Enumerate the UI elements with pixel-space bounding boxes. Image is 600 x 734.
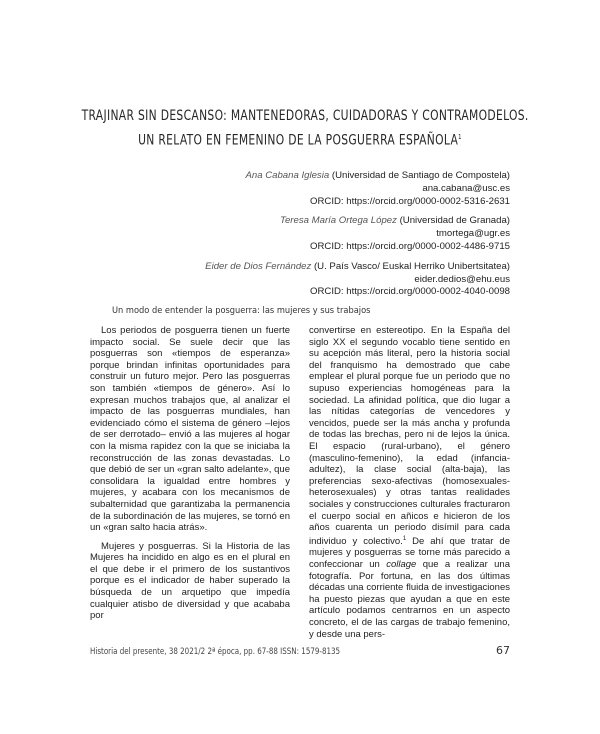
author-email: tmortega@ugr.es <box>436 228 510 240</box>
right-column <box>309 325 510 647</box>
journal-citation: Historia del presente, 38 2021/2 2ª época, pp. 67-88 ISSN: 1579-8135 <box>90 646 341 656</box>
title-line-1: TRAJINAR SIN DESCANSO: MANTENEDORAS, CUIDADORAS Y CONTRAMODELOS. <box>81 108 529 124</box>
page-number: 67 <box>496 644 510 657</box>
title-line-2-text: UN RELATO EN FEMENINO DE LA POSGUERRA ESPAÑOLA <box>138 132 459 149</box>
title-line-2 <box>82 127 519 152</box>
author-orcid: ORCID: https://orcid.org/0000-0002-5316-2631 <box>310 195 510 207</box>
body-paragraph <box>309 325 510 640</box>
author-list <box>205 170 510 306</box>
body-paragraph: Mujeres y posguerras. Si la Historia de las Mujeres ha incidido en algo es en el plural en el que debe ir el primero de los sustantivos porque es el indicador de haber superado la búsqueda de un arquetipo que impedía cualquier atisbo de diversidad y que acababa por <box>90 540 290 622</box>
author-block <box>205 261 510 299</box>
author-affiliation: (U. País Vasco/ Euskal Herriko Unibertsitatea) <box>311 260 510 272</box>
author-affiliation: (Universidad de Granada) <box>396 215 510 227</box>
author-email: ana.cabana@usc.es <box>422 182 510 194</box>
body-italic: collage <box>386 559 417 571</box>
author-block <box>205 170 510 208</box>
author-affiliation: (Universidad de Santiago de Compostela) <box>329 170 510 181</box>
body-text: De ahí que tratar de mujeres y posguerras se torne más parecido a confeccionar un <box>309 535 510 571</box>
footnote-mark: 1 <box>402 535 407 542</box>
author-name: Teresa María Ortega López <box>279 215 397 227</box>
title-footnote-mark: 1 <box>458 133 462 141</box>
body-paragraph: Los periodos de posguerra tienen un fuerte impacto social. Se suele decir que las posguerras son «tiempos de esperanza» porque brindan infinitas oportunidades para construir un futuro mejor. Pero las posguerras son también «tiempos de género». Así lo expresan muchos trabajos que, al analizar el impacto de las posguerras mundiales, han evidenciado cómo el sistema de género –lejos de ser derrotado– envió a las mujeres al hogar con la misma rapidez con la que se iniciaba la reconstrucción de las zonas devastadas. Lo que debió de ser un «gran salto adelante», que consolidara la igualdad entre hombres y mujeres, y acabara con los mecanismos de subalternidad que garantizaba la permanencia de la subordinación de las mujeres, se tornó en un «gran salto hacia atrás». <box>90 325 290 534</box>
author-name: Ana Cabana Iglesia <box>245 170 330 181</box>
author-orcid: ORCID: https://orcid.org/0000-0002-4040-0098 <box>310 286 510 298</box>
author-orcid: ORCID: https://orcid.org/0000-0002-4486-9715 <box>310 240 510 252</box>
section-heading: Un modo de entender la posguerra: las mujeres y sus trabajos <box>112 305 371 316</box>
author-email: eider.dedios@ehu.eus <box>414 273 510 285</box>
left-column <box>90 325 290 629</box>
body-text: convertirse en estereotipo. En la España del siglo XX el segundo vocablo tiene sentido en su acepción más literal, pero la historia social del franquismo ha demostrado que cabe emplear el plural porque fue un periodo que no supuso experiencias homogéneas para la sociedad. La afinidad política, que dio lugar a las nítidas categorías de vencedores y vencidos, puede ser la más ancha y profunda de todas las brechas, pero ni de lejos la única. El espacio (rural-urbano), el género (masculino-femenino), la edad (infancia-adultez), la clase social (alta-baja), las preferencias sexo-afectivas (homosexuales-heterosexuales) y otras tantas realidades sociales y construcciones culturales fracturaron el cuerpo social en añicos e hicieron de los años cuarenta un periodo disímil para cada individuo y colectivo. <box>309 325 510 547</box>
author-block <box>205 215 510 253</box>
author-name: Eider de Dios Fernández <box>205 260 312 272</box>
body-text: que a realizar una fotografía. Por fortuna, en las dos últimas décadas una corriente fluida de investigaciones ha puesto piezas que ayudan a que en este artículo podamos centrarnos en un aspecto concreto, el de las cargas de trabajo femenino, y desde una pers- <box>309 559 510 640</box>
article-title <box>40 106 560 152</box>
